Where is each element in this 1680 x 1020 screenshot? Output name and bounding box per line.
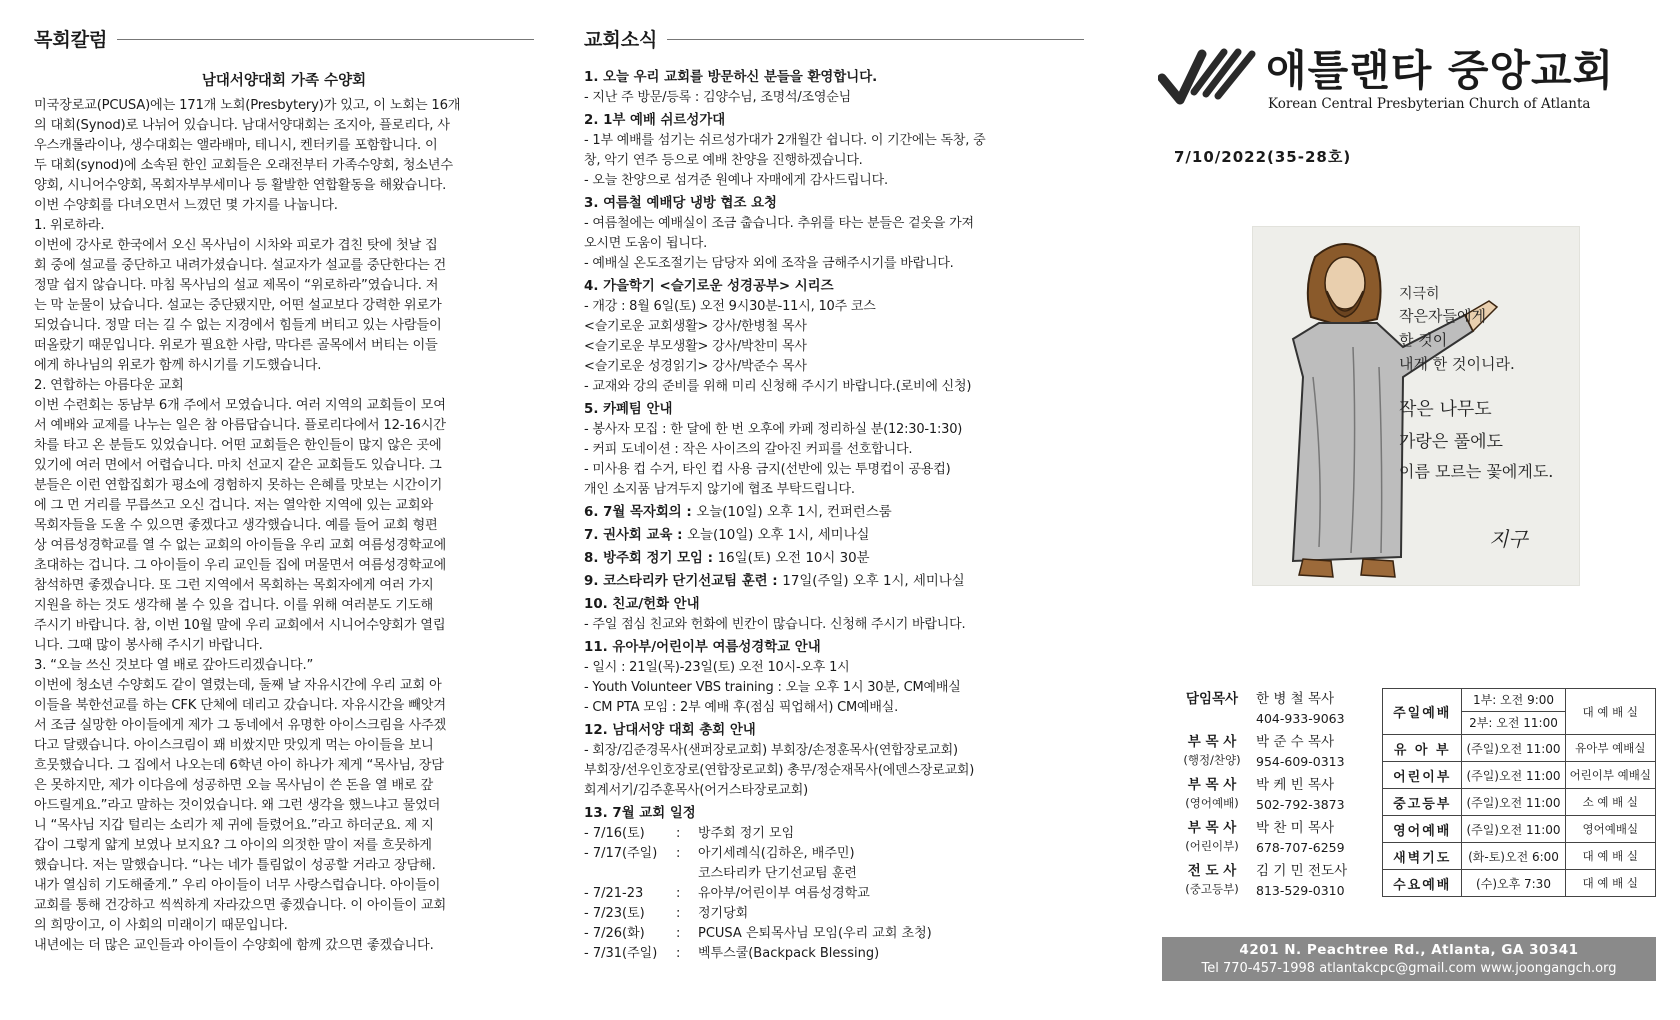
column-line: 주시기 바랍니다. 참, 이번 10월 말에 우리 교회에서 시니어수양회가 열립 xyxy=(34,618,446,633)
service-time-line: (수)오후 7:30 xyxy=(1476,876,1551,891)
staff-info xyxy=(1256,690,1345,733)
column-line: 있기에 여러 면에서 어렵습니다. 마치 선교지 같은 교회들도 있습니다. 그 xyxy=(34,458,442,473)
service-time-line: (주일)오전 11:00 xyxy=(1466,768,1561,783)
notice-title xyxy=(584,277,1084,297)
church-contact: Tel 770-457-1998 atlantakcpc@gmail.com www.joongangch.org xyxy=(1201,961,1617,976)
schedule-desc: 아기세례식(김하온, 배주민) xyxy=(698,846,855,861)
staff-role-dept: (어린이부) xyxy=(1185,839,1239,853)
staff-item xyxy=(1168,733,1368,776)
service-time xyxy=(1462,870,1565,897)
column-line: 갑이 그렇게 얇게 보였나 보지요? 그 아이의 의젓한 말이 저를 흐뭇하게 xyxy=(34,838,432,853)
notice-title-text: 11. 유아부/어린이부 여름성경학교 안내 xyxy=(584,640,821,655)
notice-line: - CM PTA 모임 : 2부 예배 후(점심 픽업해서) CM예배실. xyxy=(584,700,899,715)
notice-title xyxy=(584,549,1084,569)
schedule-row xyxy=(584,924,1084,944)
service-schedule-table xyxy=(1382,688,1656,897)
service-time xyxy=(1462,816,1565,843)
notice-title xyxy=(584,400,1084,420)
column-title: 남대서양대회 가족 수양회 xyxy=(201,73,367,89)
service-time-line: 2부: 오전 11:00 xyxy=(1469,716,1558,730)
notice-line: <슬기로운 성경읽기> 강사/박준수 목사 xyxy=(584,359,807,374)
service-name: 유 아 부 xyxy=(1383,735,1462,762)
column-header: 목회칼럼 xyxy=(34,22,534,54)
column-line: 내가 열심히 기도해줄게.” 우리 아이들이 너무 사랑스럽습니다. 아이들이 xyxy=(34,878,441,893)
column-line: 초대하는 겁니다. 그 아이들이 우리 교인들 집에 머물면서 여름성경학교에 xyxy=(34,558,447,573)
staff-item xyxy=(1168,862,1368,905)
column-line: 이번에 청소년 수양회도 같이 열렸는데, 둘째 날 자유시간에 우리 교회 아 xyxy=(34,678,442,693)
staff-info xyxy=(1256,819,1345,862)
staff-role-dept: (행정/찬양) xyxy=(1183,753,1241,767)
column-line: 회 중에 설교를 중단하고 내려가셨습니다. 설교자가 설교를 중단한다는 건 xyxy=(34,258,447,273)
schedule-desc: PCUSA 은퇴목사님 모임(우리 교회 초청) xyxy=(698,926,932,941)
schedule-desc: 정기당회 xyxy=(698,906,749,921)
notice-line: - 예배실 온도조절기는 담당자 외에 조작을 금해주시기를 바랍니다. xyxy=(584,256,954,271)
staff-role-title: 부 목 사 xyxy=(1187,820,1237,836)
notice-title-text: 10. 친교/헌화 안내 xyxy=(584,597,700,612)
schedule-sep: : xyxy=(676,926,681,941)
staff-role xyxy=(1168,862,1256,905)
verse-line: 작은자들에게 xyxy=(1399,307,1486,325)
staff-phone: 954-609-0313 xyxy=(1256,754,1345,769)
notice-line: - 커피 도네이션 : 작은 사이즈의 갈아진 커피를 선호합니다. xyxy=(584,442,913,457)
notice-title xyxy=(584,721,1084,741)
notice-title-detail: 오늘(10일) 오후 1시, 컨퍼런스룸 xyxy=(696,505,892,520)
column-line: 에 그 먼 거리를 무릅쓰고 오신 겁니다. 저는 열악한 지역에 있는 교회와 xyxy=(34,498,433,513)
schedule-date: - 7/17(주일) xyxy=(584,846,658,861)
column-line: 다고 달랬습니다. 아이스크림이 꽤 비쌌지만 맛있게 먹는 아이들을 보니 xyxy=(34,738,434,753)
staff-name: 박 찬 미 목사 xyxy=(1256,820,1335,836)
notice-line: <슬기로운 부모생활> 강사/박찬미 목사 xyxy=(584,339,807,354)
church-name-korean: 애틀랜타 중앙교회 xyxy=(1266,46,1615,95)
staff-role-dept: (영어예배) xyxy=(1185,796,1239,810)
staff-role xyxy=(1168,819,1256,862)
service-row xyxy=(1383,816,1656,843)
service-name: 새벽기도 xyxy=(1383,843,1462,870)
verse-line: 지극히 xyxy=(1399,286,1440,302)
column-line: 니 “목사님 지갑 털리는 소리가 제 귀에 들렸어요.”라고 하더군요. 제 지 xyxy=(34,818,434,833)
column-line: 이들을 북한선교를 하는 CFK 단체에 데리고 갔습니다. 자유시간을 빼앗겨 xyxy=(34,698,446,713)
notice-title xyxy=(584,68,1084,88)
column-line: 3. “오늘 쓰신 것보다 열 배로 갚아드리겠습니다.” xyxy=(34,658,314,673)
notice-title-text: 5. 카페팀 안내 xyxy=(584,402,673,417)
column-line: 되었습니다. 정말 더는 길 수 없는 지경에서 힘들게 버티고 있는 사람들이 xyxy=(34,318,442,333)
schedule-desc: 방주회 정기 모임 xyxy=(698,826,795,841)
column-line: 분들은 이런 연합집회가 평소에 경험하지 못하는 은혜를 맛보는 시간이기 xyxy=(34,478,443,493)
service-time-line: (화-토)오전 6:00 xyxy=(1468,849,1559,864)
notice-title-detail: 16일(토) 오전 10시 30분 xyxy=(717,551,870,566)
header-rule xyxy=(667,39,1084,40)
staff-role-title: 전 도 사 xyxy=(1187,863,1237,879)
staff-role-title: 부 목 사 xyxy=(1187,734,1237,750)
notice-title-text: 3. 여름철 예배당 냉방 협조 요청 xyxy=(584,196,777,211)
staff-info xyxy=(1256,862,1347,905)
column-line: 미국장로교(PCUSA)에는 171개 노회(Presbytery)가 있고, 이 노회는 16개 xyxy=(34,98,461,113)
column-line: 정말 쉽지 않습니다. 마침 목사님의 설교 제목이 “위로하라”였습니다. 저 xyxy=(34,278,439,293)
schedule-desc: 코스타리카 단기선교팀 훈련 xyxy=(698,866,857,881)
column-line: 은 못하지만, 제가 이다음에 성공하면 오늘 목사님이 쓴 돈을 열 배로 갚 xyxy=(34,778,433,793)
column-line: 우스캐롤라이나, 생수대회는 앨라배마, 테니시, 켄터키를 포함합니다. 이 xyxy=(34,138,438,153)
column-line: 했습니다. 저는 말했습니다. “나는 네가 틀림없이 성공할 거라고 장담해. xyxy=(34,858,436,873)
staff-role xyxy=(1168,733,1256,776)
column-line: 양회, 시니어수양회, 목회자부부세미나 등 활발한 연합활동을 해왔습니다. xyxy=(34,178,447,193)
staff-info xyxy=(1256,776,1345,819)
column-line: 내년에는 더 많은 교인들과 아이들이 수양회에 함께 갔으면 좋겠습니다. xyxy=(34,938,434,953)
schedule-desc: 벡투스쿨(Backpack Blessing) xyxy=(698,946,880,961)
notice-line: - 지난 주 방문/등록 : 김양수님, 조명석/조영순님 xyxy=(584,90,852,105)
service-room: 영어예배실 xyxy=(1565,816,1655,843)
column-line: 니다. 그때 많이 봉사해 주시기 바랍니다. xyxy=(34,638,263,653)
church-name-english: Korean Central Presbyterian Church of Atlanta xyxy=(1268,96,1591,112)
schedule-title: 13. 7월 교회 일정 xyxy=(584,806,696,821)
column-line: 이번 수양회를 다녀오면서 느꼈던 몇 가지를 나눕니다. xyxy=(34,198,338,213)
service-room: 대 예 배 실 xyxy=(1565,689,1655,735)
notice-title-text: 4. 가을학기 <슬기로운 성경공부> 시리즈 xyxy=(584,279,834,294)
verse-line: 한 것이 xyxy=(1399,331,1448,349)
column-line: 이번 수련회는 동남부 6개 주에서 모였습니다. 여러 지역의 교회들이 모여 xyxy=(34,398,446,413)
column-line: 의 희망이고, 이 사회의 미래이기 때문입니다. xyxy=(34,918,288,933)
notice-title xyxy=(584,526,1084,546)
staff-item xyxy=(1168,819,1368,862)
news-header: 교회소식 xyxy=(584,22,1084,54)
notice-title-detail: 오늘(10일) 오후 1시, 세미나실 xyxy=(687,528,870,543)
service-time-line: 1부: 오전 9:00 xyxy=(1462,689,1564,712)
notice-line: 개인 소지품 남겨두지 않기에 협조 부탁드립니다. xyxy=(584,482,855,497)
notice-title-text: 2. 1부 예배 쉬르성가대 xyxy=(584,113,726,128)
schedule-date: - 7/31(주일) xyxy=(584,946,658,961)
notice-title-detail: 17일(주일) 오후 1시, 세미나실 xyxy=(782,574,965,589)
column-line: 교회를 통해 건강하고 씩씩하게 자라갔으면 좋겠습니다. 이 아이들이 교회 xyxy=(34,898,447,913)
pastor-column xyxy=(34,0,534,956)
staff-item xyxy=(1168,690,1368,733)
staff-phone: 404-933-9063 xyxy=(1256,711,1345,726)
notice-line: - 오늘 찬양으로 섬겨준 원예나 자매에게 감사드립니다. xyxy=(584,173,888,188)
issue-date: 7/10/2022(35-28호) xyxy=(1174,148,1352,166)
service-time-line: (주일)오전 11:00 xyxy=(1466,822,1561,837)
staff-role-title: 부 목 사 xyxy=(1187,777,1237,793)
service-time xyxy=(1462,843,1565,870)
schedule-row xyxy=(584,824,1084,844)
schedule-row xyxy=(584,844,1084,864)
schedule-row xyxy=(584,884,1084,904)
service-row xyxy=(1383,870,1656,897)
notice-title-text: 12. 남대서양 대회 총회 안내 xyxy=(584,723,756,738)
jesus-illustration xyxy=(1252,226,1580,586)
notice-line: - 봉사자 모집 : 한 달에 한 번 오후에 카페 정리하실 분(12:30-1:30) xyxy=(584,422,963,437)
notice-line: - 여름철에는 예배실이 조금 춥습니다. 추위를 타는 분들은 겉옷을 가져 xyxy=(584,216,974,231)
service-name: 중고등부 xyxy=(1383,789,1462,816)
service-room: 어린이부 예배실 xyxy=(1565,762,1655,789)
service-room: 대 예 배 실 xyxy=(1565,870,1655,897)
column-line: 참석하면 좋겠습니다. 또 그런 지역에서 목회하는 목회자에게 여러 가지 xyxy=(34,578,434,593)
service-room: 유아부 예배실 xyxy=(1565,735,1655,762)
service-row xyxy=(1383,843,1656,870)
column-line: 아드릴게요.”라고 말하는 것이었습니다. 왜 그런 생각을 했느냐고 물었더 xyxy=(34,798,441,813)
staff-phone: 813-529-0310 xyxy=(1256,883,1345,898)
column-line: 에게 하나님의 위로가 함께 하시기를 기도했습니다. xyxy=(34,358,322,373)
service-row xyxy=(1383,789,1656,816)
column-line: 지원을 하는 것도 생각해 볼 수 있을 겁니다. 이를 위해 여러분도 기도해 xyxy=(34,598,433,613)
notice-list xyxy=(584,68,1084,964)
notice-line: - 주일 점심 친교와 헌화에 빈칸이 많습니다. 신청해 주시기 바랍니다. xyxy=(584,617,966,632)
service-time xyxy=(1462,735,1565,762)
service-name: 어린이부 xyxy=(1383,762,1462,789)
column-line: 상 여름성경학교를 열 수 없는 교회의 아이들을 우리 교회 여름성경학교에 xyxy=(34,538,447,553)
service-time xyxy=(1462,789,1565,816)
schedule-row xyxy=(584,944,1084,964)
service-time xyxy=(1462,689,1565,735)
address-footer xyxy=(1162,937,1656,981)
schedule-row xyxy=(584,864,1084,884)
notice-line: 오시면 도움이 됩니다. xyxy=(584,236,708,251)
verse-line: 이름 모르는 꽃에게도. xyxy=(1399,462,1554,481)
notice-title-text: 9. 코스타리카 단기선교팀 훈련 : xyxy=(584,574,783,589)
staff-phone: 678-707-6259 xyxy=(1256,840,1345,855)
notice-line: - 1부 예배를 섬기는 쉬르성가대가 2개월간 쉽니다. 이 기간에는 독창, 중 xyxy=(584,133,986,148)
notice-title xyxy=(584,638,1084,658)
staff-list xyxy=(1168,690,1368,905)
column-line: 2. 연합하는 아름다운 교회 xyxy=(34,378,184,393)
notice-line: 회계서기/김주훈목사(어거스타장로교회) xyxy=(584,783,809,798)
service-name: 수요예배 xyxy=(1383,870,1462,897)
service-row xyxy=(1383,735,1656,762)
staff-item xyxy=(1168,776,1368,819)
church-emblem-icon xyxy=(1158,40,1260,110)
schedule-sep: : xyxy=(676,946,681,961)
service-room: 대 예 배 실 xyxy=(1565,843,1655,870)
schedule-date: - 7/16(토) xyxy=(584,826,645,841)
notice-line: - 일시 : 21일(목)-23일(토) 오전 10시-오후 1시 xyxy=(584,660,850,675)
schedule-date: - 7/23(토) xyxy=(584,906,645,921)
schedule-sep: : xyxy=(676,906,681,921)
service-name: 영어예배 xyxy=(1383,816,1462,843)
service-row xyxy=(1383,762,1656,789)
notice-line: - Youth Volunteer VBS training : 오늘 오후 1시 30분, CM예배실 xyxy=(584,680,961,695)
schedule-sep: : xyxy=(676,846,681,861)
notice-line: <슬기로운 교회생활> 강사/한병철 목사 xyxy=(584,319,807,334)
verse-line: 가랑은 풀에도 xyxy=(1399,432,1503,452)
notice-line: - 교재와 강의 준비를 위해 미리 신청해 주시기 바랍니다.(로비에 신청) xyxy=(584,379,972,394)
schedule-sep xyxy=(676,864,698,884)
column-line: 1. 위로하라. xyxy=(34,218,105,233)
column-line: 이번에 강사로 한국에서 오신 목사님이 시차와 피로가 겹친 탓에 첫날 집 xyxy=(34,238,438,253)
schedule-date xyxy=(584,864,676,884)
staff-info xyxy=(1256,733,1345,776)
column-line: 서 조금 실망한 아이들에게 제가 그 동네에서 유명한 아이스크림을 사주겠 xyxy=(34,718,447,733)
column-line: 의 대회(Synod)로 나뉘어 있습니다. 남대서양대회는 조지아, 플로리다, 사 xyxy=(34,118,450,133)
column-line: 떠올랐기 때문입니다. 위로가 필요한 사람, 막다른 골목에서 버티는 이들 xyxy=(34,338,438,353)
notice-title-text: 7. 권사회 교육 : xyxy=(584,528,688,543)
service-name: 주일예배 xyxy=(1383,689,1462,735)
column-line: 두 대회(synod)에 소속된 한인 교회들은 오래전부터 가족수양회, 청소년수 xyxy=(34,158,453,173)
schedule-sep: : xyxy=(676,826,681,841)
notice-line: 부회장/선우인호장로(연합장로교회) 총무/정순재목사(에덴스장로교회) xyxy=(584,763,975,778)
notice-title xyxy=(584,572,1084,592)
staff-role-title: 담임목사 xyxy=(1185,691,1239,707)
column-line: 서 예배와 교제를 나누는 일은 참 아름답습니다. 플로리다에서 12-16시간 xyxy=(34,418,446,433)
artist-signature: 지구 xyxy=(1489,527,1528,551)
column-line: 목회자들을 도울 수 있으면 좋겠다고 생각했습니다. 예를 들어 교회 형편 xyxy=(34,518,438,533)
notice-title xyxy=(584,111,1084,131)
verse-line: 내게 한 것이니라. xyxy=(1399,355,1515,373)
notice-title-text: 1. 오늘 우리 교회를 방문하신 분들을 환영합니다. xyxy=(584,70,878,85)
notice-line: - 미사용 컵 수거, 타인 컵 사용 금지(선반에 있는 투명컵이 공용컵) xyxy=(584,462,951,477)
header-rule xyxy=(117,39,534,40)
column-line: 흐뭇했습니다. 그 집에서 나오는데 6학년 아이 하나가 제게 “목사님, 장담 xyxy=(34,758,444,773)
service-time xyxy=(1462,762,1565,789)
schedule-date: - 7/26(화) xyxy=(584,926,645,941)
service-room: 소 예 배 실 xyxy=(1565,789,1655,816)
notice-line: 창, 악기 연주 등으로 예배 찬양을 진행하겠습니다. xyxy=(584,153,863,168)
news-column xyxy=(584,0,1084,964)
verse-line: 작은 나무도 xyxy=(1399,399,1492,420)
service-row xyxy=(1383,689,1656,735)
service-time-line: (주일)오전 11:00 xyxy=(1466,741,1561,756)
staff-name: 박 케 빈 목사 xyxy=(1256,777,1335,793)
column-body xyxy=(34,96,534,956)
notice-line: - 개강 : 8월 6일(토) 오전 9시30분-11시, 10주 코스 xyxy=(584,299,876,314)
staff-name: 박 준 수 목사 xyxy=(1256,734,1335,750)
column-line: 차를 타고 온 분들도 있었습니다. 어떤 교회들은 한인들이 많지 않은 곳에 xyxy=(34,438,442,453)
notice-title-text: 8. 방주회 정기 모임 : xyxy=(584,551,718,566)
church-logo xyxy=(1158,34,1658,120)
column-line: 는 막 눈물이 났습니다. 설교는 중단됐지만, 어떤 설교보다 강력한 위로가 xyxy=(34,298,442,313)
church-address: 4201 N. Peachtree Rd., Atlanta, GA 30341 xyxy=(1239,942,1579,958)
schedule-row xyxy=(584,904,1084,924)
staff-name: 김 기 민 전도사 xyxy=(1256,863,1348,879)
staff-role xyxy=(1168,776,1256,819)
notice-title-text: 6. 7월 목자회의 : xyxy=(584,505,697,520)
schedule-sep: : xyxy=(676,886,681,901)
notice-title xyxy=(584,194,1084,214)
schedule-date: - 7/21-23 xyxy=(584,886,644,901)
service-time-line: (주일)오전 11:00 xyxy=(1466,795,1561,810)
notice-title xyxy=(584,503,1084,523)
staff-role-dept: (중고등부) xyxy=(1185,882,1239,896)
staff-phone: 502-792-3873 xyxy=(1256,797,1345,812)
notice-line: - 회장/김준경목사(샌퍼장로교회) 부회장/손정훈목사(연합장로교회) xyxy=(584,743,958,758)
notice-title xyxy=(584,595,1084,615)
schedule-desc: 유아부/어린이부 여름성경학교 xyxy=(698,886,870,901)
staff-role xyxy=(1168,690,1256,733)
staff-name: 한 병 철 목사 xyxy=(1256,691,1335,707)
